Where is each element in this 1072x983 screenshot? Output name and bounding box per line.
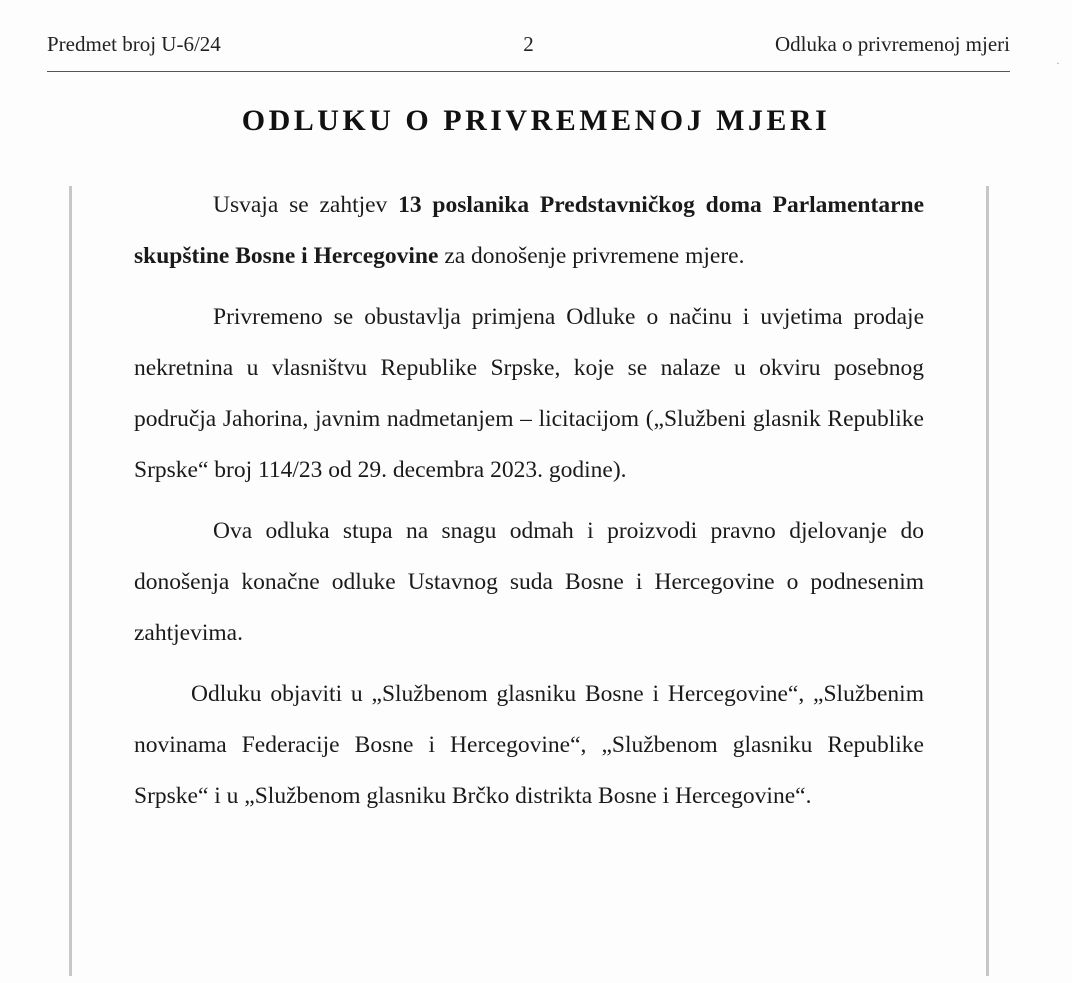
paragraph-1-bold: 13 poslanika Predstavničkog doma Parlamentarne skupštine Bosne i Hercegovine xyxy=(134,192,924,269)
document-title: ODLUKU O PRIVREMENOJ MJERI xyxy=(241,104,831,137)
paragraph-2: Privremeno se obustavlja primjena Odluke o načinu i uvjetima prodaje nekretnina u vlasništvu Republike Srpske, koje se nalaze u okviru posebnog područja Jahorina, javnim nadmetanjem – licitacijom („Službeni glasnik Republike Srpske“ broj 114/23 od 29. decembra 2023. godine). xyxy=(134,304,924,483)
decision-body xyxy=(134,180,924,832)
left-margin-bar xyxy=(69,186,72,976)
page-header xyxy=(47,32,1010,70)
paragraph-1 xyxy=(134,180,924,282)
scan-speck: · xyxy=(1056,56,1060,70)
header-divider xyxy=(47,71,1010,72)
running-title: Odluka o privremenoj mjeri xyxy=(774,32,1010,56)
case-number: Predmet broj U-6/24 xyxy=(47,32,221,56)
page-number: 2 xyxy=(523,32,534,56)
paragraph-3: Ova odluka stupa na snagu odmah i proizvodi pravno djelovanje do donošenja konačne odluke Ustavnog suda Bosne i Hercegovine o podnesenim zahtjevima. xyxy=(134,518,924,646)
paragraph-1-post: za donošenje privremene mjere. xyxy=(438,243,745,269)
paragraph-4: Odluku objaviti u „Službenom glasniku Bosne i Hercegovine“, „Službenim novinama Federacije Bosne i Hercegovine“, „Službenom glasniku Republike Srpske“ i u „Službenom glasniku Brčko distrikta Bosne i Hercegovine“. xyxy=(134,681,924,809)
right-margin-bar xyxy=(986,186,989,976)
paragraph-1-pre: Usvaja se zahtjev xyxy=(213,192,399,218)
